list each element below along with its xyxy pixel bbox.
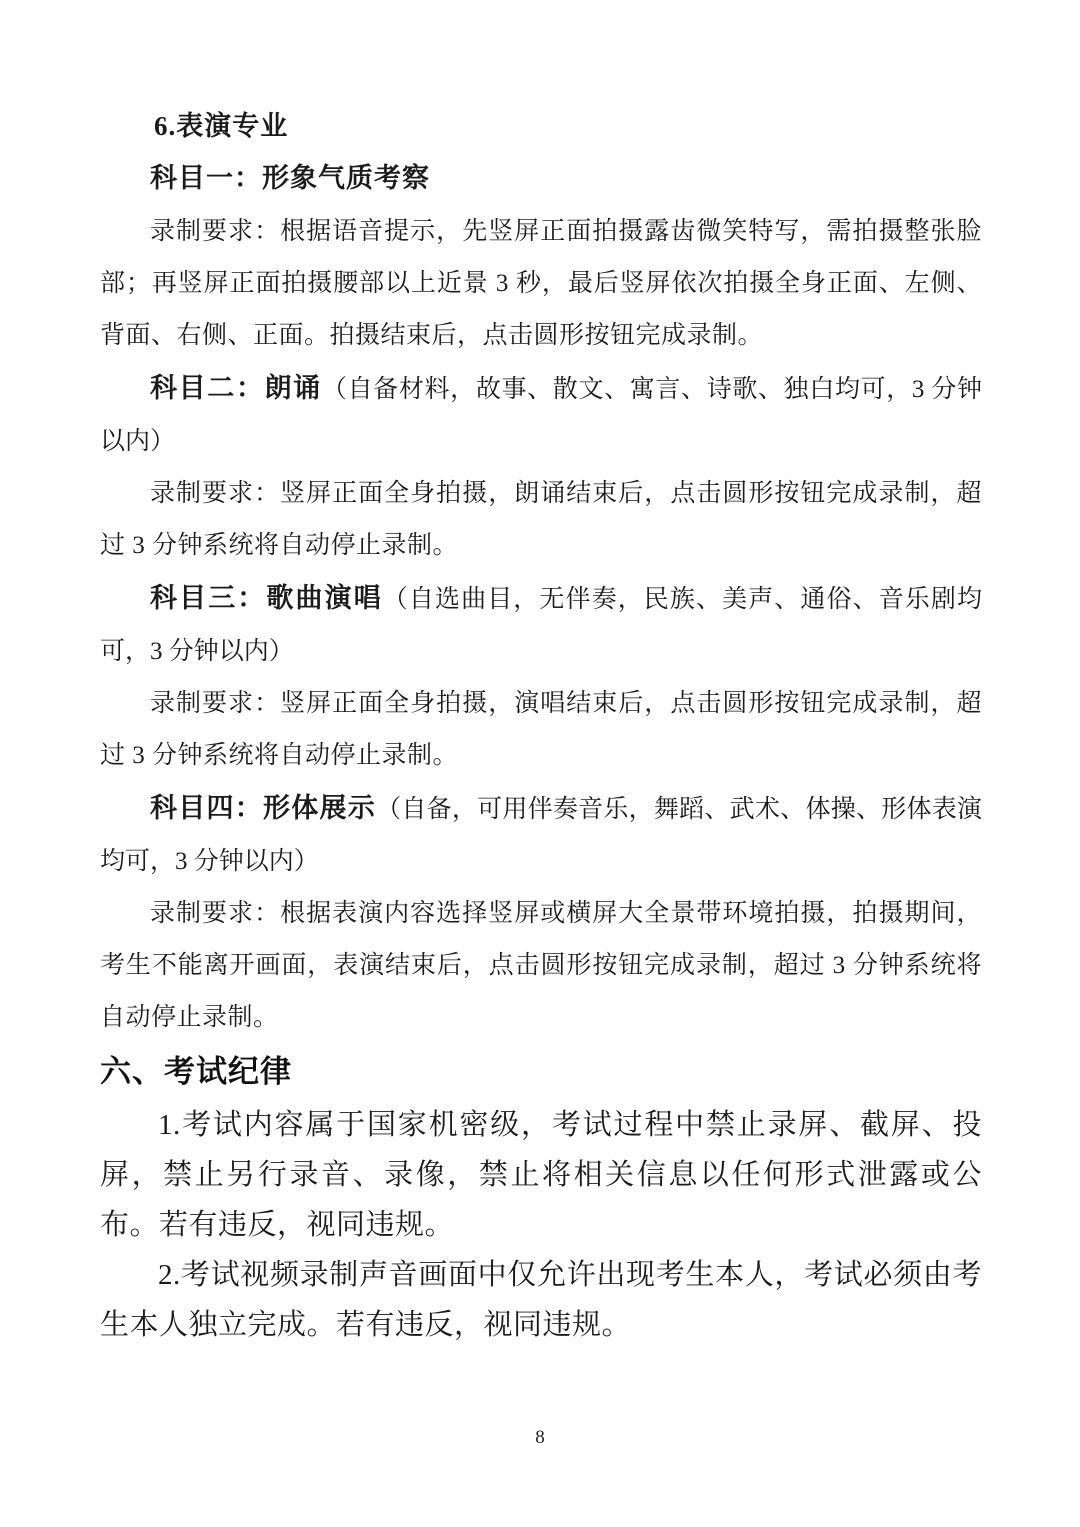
discipline-rule-2: 2.考试视频录制声音画面中仅允许出现考生本人，考试必须由考生本人独立完成。若有违反，视同违规。 xyxy=(100,1259,982,1341)
page-content xyxy=(100,100,982,1350)
subject-4-requirement: 录制要求：根据表演内容选择竖屏或横屏大全景带环境拍摄，拍摄期间，考生不能离开画面，表演结束后，点击圆形按钮完成录制，超过 3 分钟系统将自动停止录制。 xyxy=(100,900,982,1031)
subject-2-requirement: 录制要求：竖屏正面全身拍摄，朗诵结束后，点击圆形按钮完成录制，超过 3 分钟系统将自动停止录制。 xyxy=(100,480,982,559)
subject-2-note: （自备材料，故事、散文、寓言、诗歌、独白均可，3 分钟以内） xyxy=(100,376,982,455)
subject-3-requirement: 录制要求：竖屏正面全身拍摄，演唱结束后，点击圆形按钮完成录制，超过 3 分钟系统将自动停止录制。 xyxy=(100,690,982,769)
subject-1-title: 科目一：形象气质考察 xyxy=(150,163,430,193)
subject-2-title: 科目二：朗诵 xyxy=(150,373,322,403)
page-number: 8 xyxy=(535,1427,545,1448)
subject-4-title: 科目四：形体展示 xyxy=(150,793,377,823)
subject-4-heading-line xyxy=(100,782,982,888)
discipline-rule-1: 1.考试内容属于国家机密级，考试过程中禁止录屏、截屏、投屏，禁止另行录音、录像，禁止将相关信息以任何形式泄露或公布。若有违反，视同违规。 xyxy=(100,1109,982,1241)
subject-2-heading-line xyxy=(100,362,982,468)
subject-4-note: （自备，可用伴奏音乐，舞蹈、武术、体操、形体表演均可，3 分钟以内） xyxy=(100,796,982,875)
discipline-heading: 六、考试纪律 xyxy=(100,1054,292,1089)
subject-1-heading-line xyxy=(100,152,982,206)
subject-3-heading-line xyxy=(100,572,982,678)
subject-3-note: （自选曲目，无伴奏，民族、美声、通俗、音乐剧均可，3 分钟以内） xyxy=(100,586,982,665)
major-heading: 6.表演专业 xyxy=(154,111,289,141)
subject-1-requirement: 录制要求：根据语音提示，先竖屏正面拍摄露齿微笑特写，需拍摄整张脸部；再竖屏正面拍摄腰部以上近景 3 秒，最后竖屏依次拍摄全身正面、左侧、背面、右侧、正面。拍摄结束后，点击圆形按钮完成录制。 xyxy=(100,218,982,349)
subject-3-title: 科目三：歌曲演唱 xyxy=(150,583,383,613)
